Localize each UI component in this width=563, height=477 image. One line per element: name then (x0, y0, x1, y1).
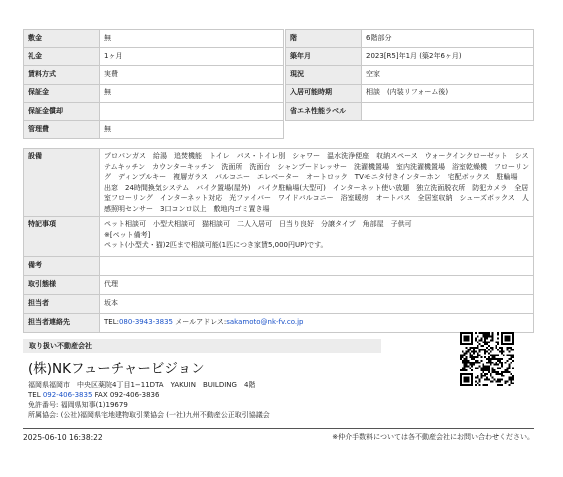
special-notes-label: 特記事項 (24, 217, 100, 257)
footer-timestamp: 2025-06-10 16:38:22 (23, 433, 103, 442)
contact-row (24, 314, 534, 333)
special-notes-line: ※[ペット備考] (104, 230, 151, 239)
left-detail-row (24, 102, 284, 120)
contact-label: 担当者連絡先 (24, 314, 100, 333)
left-detail-value: 無 (100, 30, 284, 48)
property-details-right (285, 29, 534, 121)
company-license: 免許番号: 福岡県知事(1)19679 (28, 401, 128, 409)
right-detail-label: 築年月 (286, 48, 362, 66)
footer-divider (23, 428, 534, 429)
right-detail-value (362, 102, 534, 120)
contact-tel-link[interactable]: 080-3943-3835 (118, 318, 174, 327)
facilities-row (24, 149, 534, 217)
right-detail-label: 入居可能時期 (286, 84, 362, 102)
property-details-left (23, 29, 284, 139)
right-detail-label: 省エネ性能ラベル (286, 102, 362, 120)
left-detail-label: 保証金 (24, 84, 100, 102)
facilities-value: プロパンガス 給湯 追焚機能 トイレ バス・トイレ別 シャワー 温水洗浄便座 収納スペース ウォークインクローゼット システムキッチン カウンターキッチン 洗面所 洗面台 シャンプードレッサー 洗濯機置場 室内洗濯機置場 浴室乾燥機 フローリング ディンプルキー 複層ガラス バルコニー エレベーター オートロック TVモニタ付きインターホン 宅配ボックス 駐輪場 出窓 24時間換気システム バイク置場(屋外) バイク駐輪場(大型可) インターネット使い放題 独立洗面脱衣所 防犯カメラ 全居室フローリング インターネット対応 光ファイバー ワイドバルコニー 浴室暖房 オートバス 全居室収納 シューズボックス 人感照明センサー 3口コンロ以上 敷地内ゴミ置き場 (100, 149, 534, 217)
left-detail-row (24, 66, 284, 84)
company-tel-link[interactable]: 092-406-3835 (42, 391, 93, 399)
right-detail-row (286, 30, 534, 48)
transaction-row (24, 276, 534, 295)
special-notes-line: ペット相談可 小型犬相談可 猫相談可 二人入居可 日当り良好 分譲タイプ 角部屋 子供可 (104, 220, 412, 228)
right-detail-value: 相談 (内装リフォーム後) (362, 84, 534, 102)
qr-code-icon (460, 332, 514, 386)
special-notes-value (100, 217, 534, 257)
person-row (24, 295, 534, 314)
left-detail-label: 保証金償却 (24, 102, 100, 120)
person-value: 坂本 (100, 295, 534, 314)
company-fax: FAX 092-406-3836 (92, 391, 160, 399)
contact-tel-prefix: TEL: (104, 318, 119, 327)
left-detail-row (24, 120, 284, 138)
right-detail-row (286, 66, 534, 84)
property-details-bottom (23, 148, 534, 333)
left-detail-value (100, 102, 284, 120)
transaction-value: 代理 (100, 276, 534, 295)
left-detail-label: 賃料方式 (24, 66, 100, 84)
company-address: 福岡県福岡市 中央区薬院4丁目1−11DTA YAKUIN BUILDING 4階 (28, 381, 256, 389)
company-info (28, 380, 270, 420)
left-detail-value: 実費 (100, 66, 284, 84)
transaction-label: 取引態様 (24, 276, 100, 295)
left-detail-value: 無 (100, 84, 284, 102)
contact-mail-link[interactable]: sakamoto@nk-fv.co.jp (226, 318, 304, 327)
right-detail-label: 階 (286, 30, 362, 48)
special-notes-row (24, 217, 534, 257)
left-detail-value: 無 (100, 120, 284, 138)
left-detail-label: 礼金 (24, 48, 100, 66)
company-phone-line (28, 390, 270, 400)
remarks-value (100, 257, 534, 276)
left-detail-row (24, 84, 284, 102)
company-association: 所属協会: (公社)福岡県宅地建物取引業協会 (一社)九州不動産公正取引協議会 (28, 411, 270, 419)
person-label: 担当者 (24, 295, 100, 314)
left-detail-label: 敷金 (24, 30, 100, 48)
right-detail-value: 空家 (362, 66, 534, 84)
left-detail-row (24, 48, 284, 66)
footer-note: ※仲介手数料については各不動産会社にお問い合わせください。 (332, 433, 534, 441)
right-detail-row (286, 48, 534, 66)
right-detail-value: 2023[R5]年1月 (築2年6ヶ月) (362, 48, 534, 66)
left-detail-value: 1ヶ月 (100, 48, 284, 66)
remarks-row (24, 257, 534, 276)
company-name: (株)NKフューチャービジョン (28, 361, 205, 377)
remarks-label: 備考 (24, 257, 100, 276)
contact-value (100, 314, 534, 333)
facilities-label: 設備 (24, 149, 100, 217)
special-notes-line: ペット(小型犬・猫)2匹まで相談可能(1匹につき家賃5,000円UP)です。 (104, 241, 328, 249)
company-section-header: 取り扱い不動産会社 (23, 339, 381, 353)
company-tel-prefix: TEL (28, 391, 43, 399)
left-detail-label: 管理費 (24, 120, 100, 138)
right-detail-row (286, 84, 534, 102)
right-detail-label: 現況 (286, 66, 362, 84)
right-detail-value: 6階部分 (362, 30, 534, 48)
left-detail-row (24, 30, 284, 48)
contact-mail-prefix: メールアドレス: (173, 318, 227, 327)
right-detail-row (286, 102, 534, 120)
